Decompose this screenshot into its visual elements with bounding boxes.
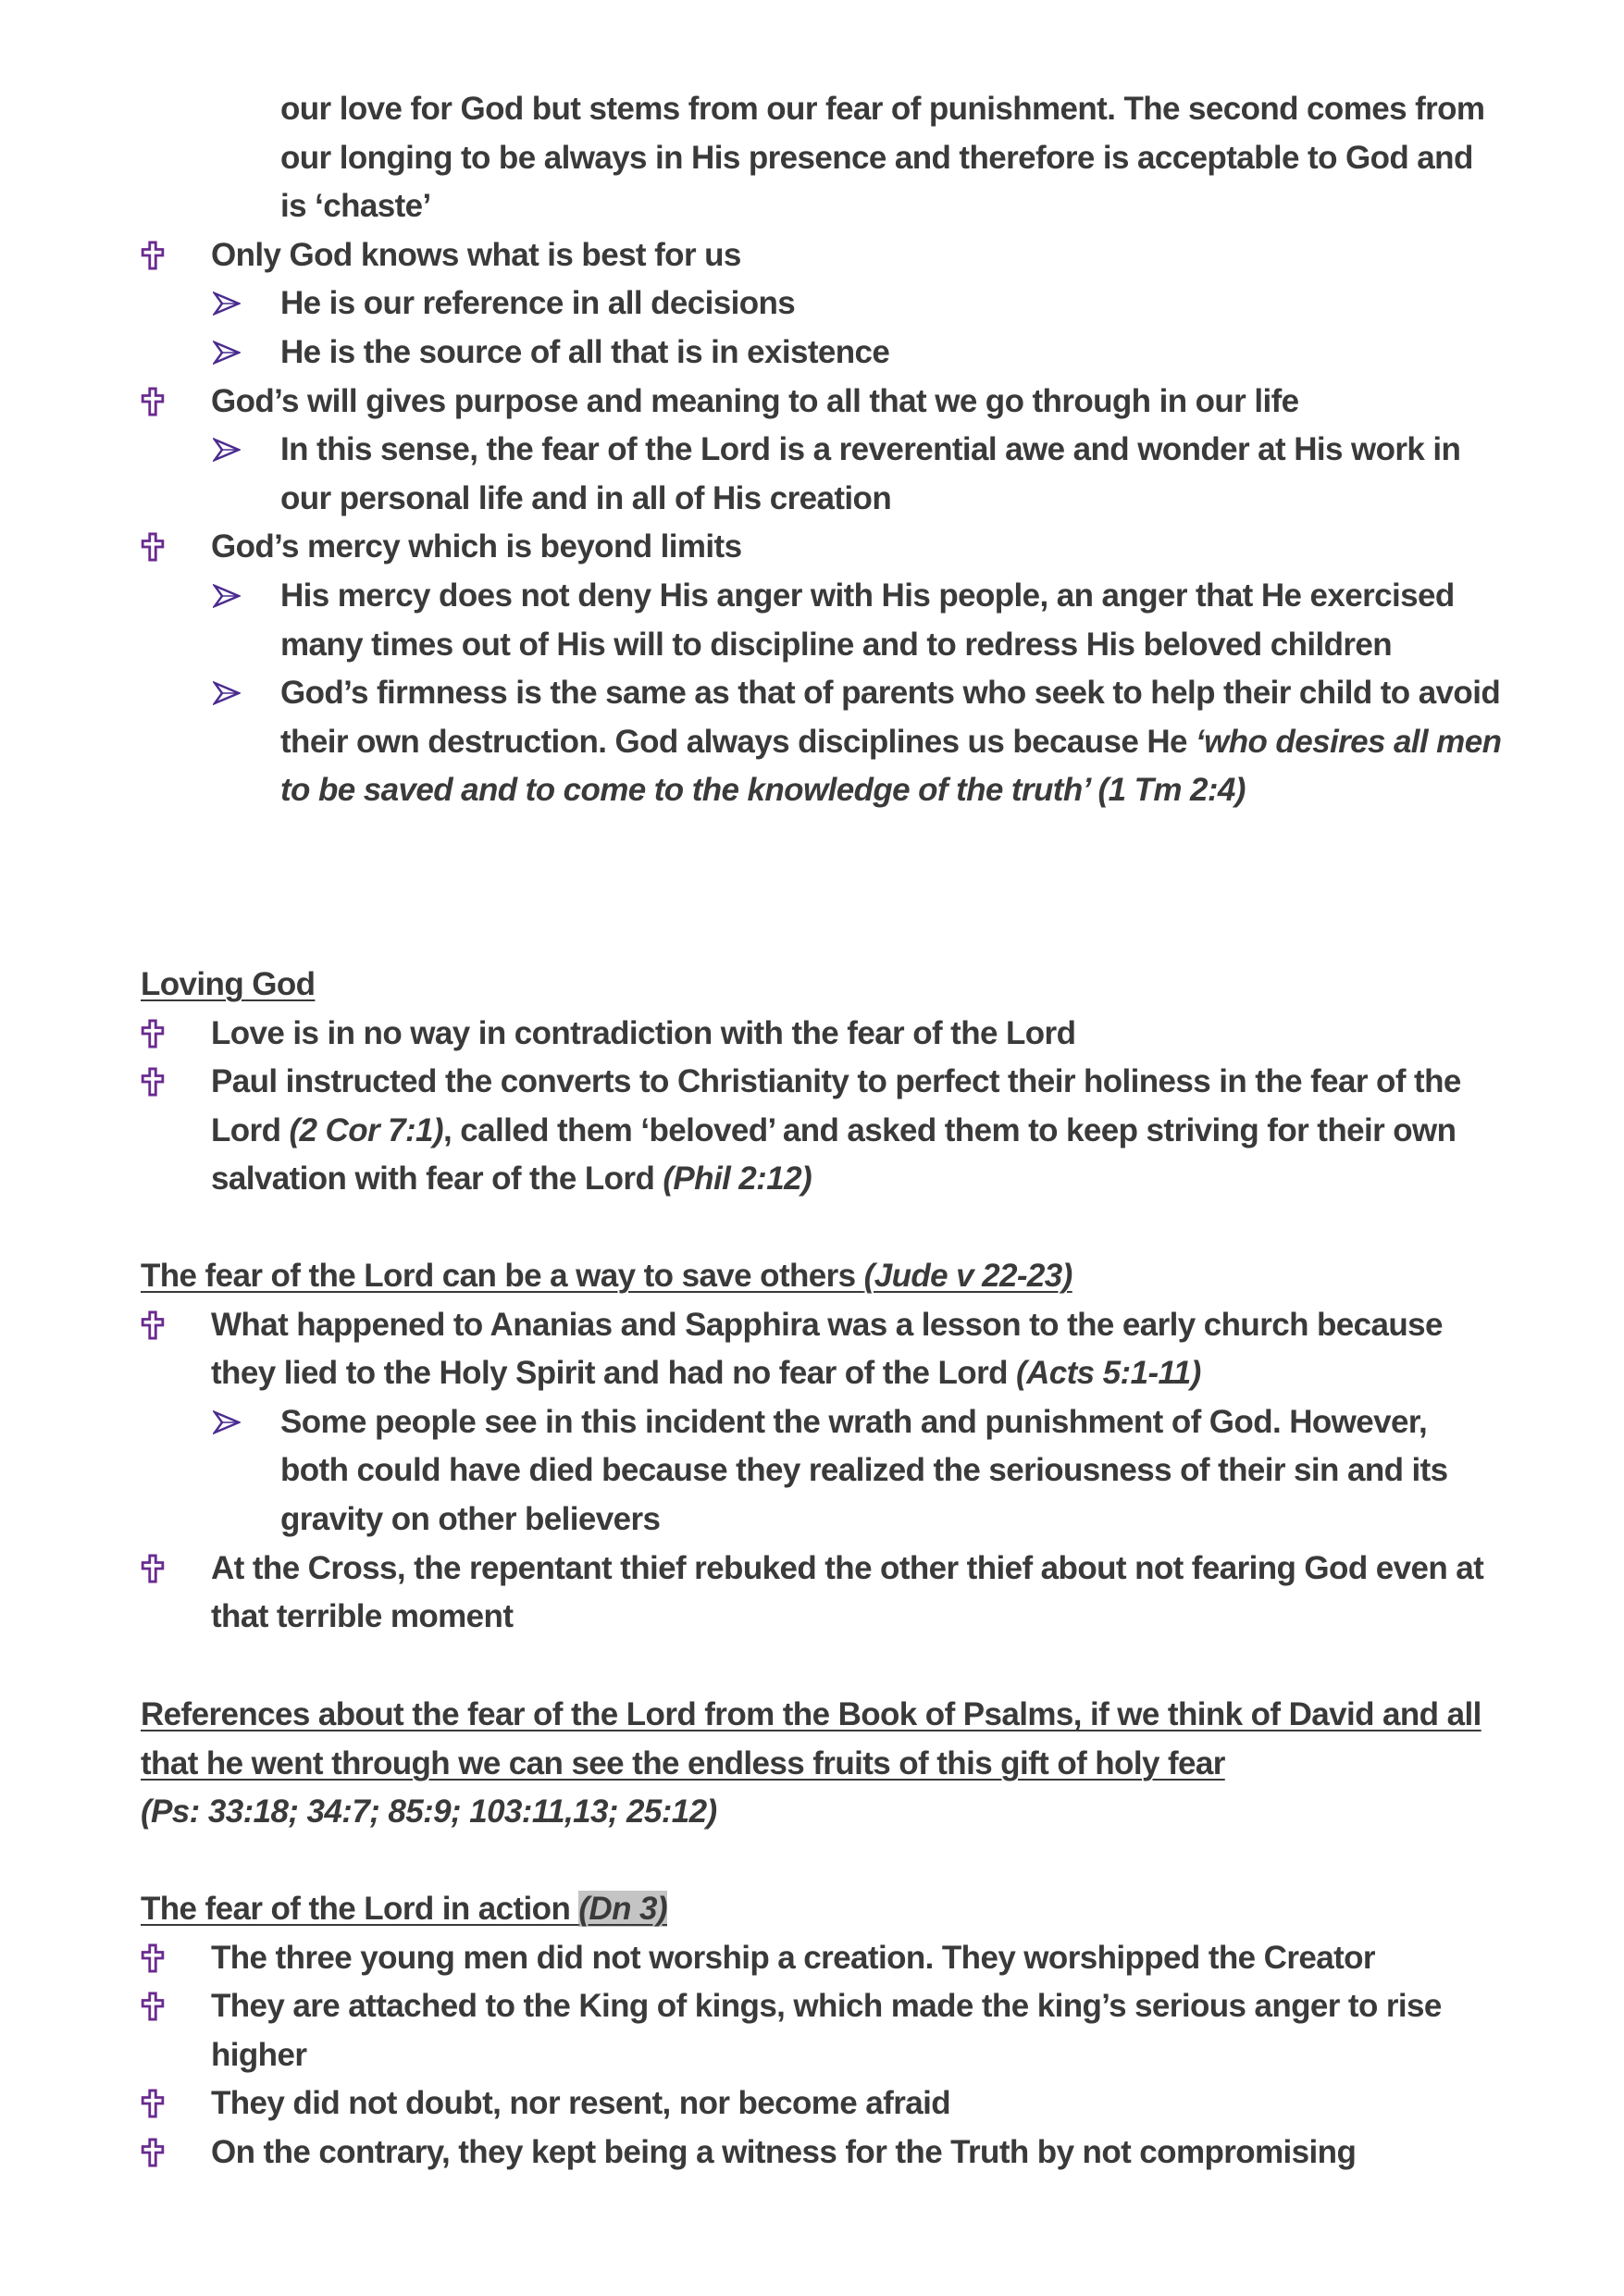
sub-list-item (0, 426, 1502, 523)
cross-bullet-icon (141, 1058, 165, 1112)
arrow-bullet-icon (213, 329, 241, 379)
list-item (0, 378, 1506, 427)
scripture-reference: (Acts 5:1-11) (1016, 1355, 1201, 1392)
list-item-text: Love is in no way in contradiction with the fear of the Lord (211, 1014, 1076, 1051)
arrow-bullet-icon (213, 1398, 241, 1449)
cross-bullet-icon (141, 523, 165, 577)
sub-list-item-text: He is our reference in all decisions (280, 285, 796, 322)
list-item-text: The three young men did not worship a creation. They worshipped the Creator (211, 1939, 1375, 1976)
list-item (0, 1301, 1506, 1398)
section-save-others (0, 1252, 1624, 1642)
heading-text: References about the fear of the Lord from the Book of Psalms, if we think of David and all that he went through we can see the endless fruits of this gift of holy fear (141, 1696, 1481, 1781)
heading-text: The fear of the Lord in action (141, 1891, 579, 1927)
list-item (0, 2079, 1506, 2128)
list-item-text: God’s mercy which is beyond limits (211, 528, 742, 565)
cross-bullet-icon (141, 1545, 165, 1599)
list-item-text: God’s will gives purpose and meaning to all that we go through in our life (211, 382, 1299, 419)
arrow-bullet-icon (213, 669, 241, 720)
sub-list-item-text: His mercy does not deny His anger with His people, an anger that He exercised many times out of His will to discipline and to redress His beloved children (280, 577, 1455, 663)
sub-list-item-text: In this sense, the fear of the Lord is a reverential awe and wonder at His work in our personal life and in all of His creation (280, 431, 1461, 516)
list-item (0, 231, 1506, 280)
arrow-bullet-icon (213, 572, 241, 623)
scripture-reference: (Jude v 22-23) (863, 1258, 1072, 1294)
list-item (0, 1010, 1506, 1059)
cross-bullet-icon (141, 2079, 165, 2134)
list-item-text: What happened to Ananias and Sapphira was a lesson to the early church because they lied to the Holy Spirit and had no fear of the Lord (211, 1306, 1443, 1392)
list-item (0, 1058, 1506, 1204)
cross-bullet-icon (141, 1934, 165, 1989)
section-heading (0, 1691, 1510, 1788)
cross-bullet-icon (141, 1010, 165, 1064)
cross-bullet-icon (141, 2128, 165, 2183)
scripture-reference: (Phil 2:12) (663, 1160, 812, 1198)
sub-list-item (0, 1398, 1502, 1545)
sub-list-item (0, 669, 1502, 815)
arrow-bullet-icon (213, 279, 241, 330)
scripture-reference: (Dn 3) (578, 1891, 667, 1927)
list-item-text: Paul instructed the converts to Christianity to perfect their holiness in the fear of the Lord (211, 1063, 1461, 1148)
list-item-text: At the Cross, the repentant thief rebuked the other thief about not fearing God even at that terrible moment (211, 1549, 1484, 1635)
sub-list-item-text: He is the source of all that is in existence (280, 333, 890, 370)
heading-text: The fear of the Lord can be a way to save others (141, 1258, 864, 1294)
section-heading (0, 1252, 1510, 1301)
section-in-action (0, 1885, 1624, 2178)
sub-list-item-text: Some people see in this incident the wrath and punishment of God. However, both could have died because they realized the seriousness of their sin and its gravity on other believers (280, 1403, 1448, 1537)
list-item (0, 2128, 1506, 2178)
section-top (0, 85, 1624, 815)
sub-list-item (0, 279, 1502, 329)
section-loving-god (0, 961, 1624, 1204)
section-psalms (0, 1691, 1624, 1837)
list-item (0, 1545, 1506, 1642)
section-heading (0, 961, 1510, 1010)
list-item (0, 523, 1506, 572)
list-item (0, 1982, 1506, 2079)
cross-bullet-icon (141, 1301, 165, 1356)
list-item-text: They did not doubt, nor resent, nor become afraid (211, 2085, 950, 2122)
cross-bullet-icon (141, 1982, 165, 2037)
sub-list-item (0, 329, 1502, 378)
scripture-reference: (2 Cor 7:1) (289, 1111, 443, 1148)
sub-list-item-text: God’s firmness is the same as that of parents who seek to help their child to avoid their own destruction. God always disciplines us because He (280, 675, 1501, 760)
list-item-text: On the contrary, they kept being a witness for the Truth by not compromising (211, 2133, 1357, 2170)
scripture-reference: ‘who desires all men to be saved and to come to the knowledge of the truth’ (1 Tm 2:4) (280, 723, 1502, 809)
sub-list-item (0, 572, 1502, 669)
arrow-bullet-icon (213, 426, 241, 477)
list-item (0, 1934, 1506, 1983)
section-heading (0, 1885, 1510, 1934)
list-item-text: , called them ‘beloved’ and asked them to keep striving for their own salvation with fear of the Lord (211, 1111, 1457, 1198)
cross-bullet-icon (141, 231, 165, 286)
scripture-reference: (Ps: 33:18; 34:7; 85:9; 103:11,13; 25:12) (141, 1793, 717, 1831)
cross-bullet-icon (141, 378, 165, 432)
continued-paragraph: our love for God but stems from our fear of punishment. The second comes from our longing to be always in His presence and therefore is acceptable to God and is ‘chaste’ (280, 91, 1485, 225)
list-item-text: Only God knows what is best for us (211, 236, 741, 273)
list-item-text: They are attached to the King of kings, which made the king’s serious anger to rise higher (211, 1988, 1442, 2073)
heading-text: Loving God (141, 966, 316, 1002)
psalms-references (0, 1788, 1510, 1837)
